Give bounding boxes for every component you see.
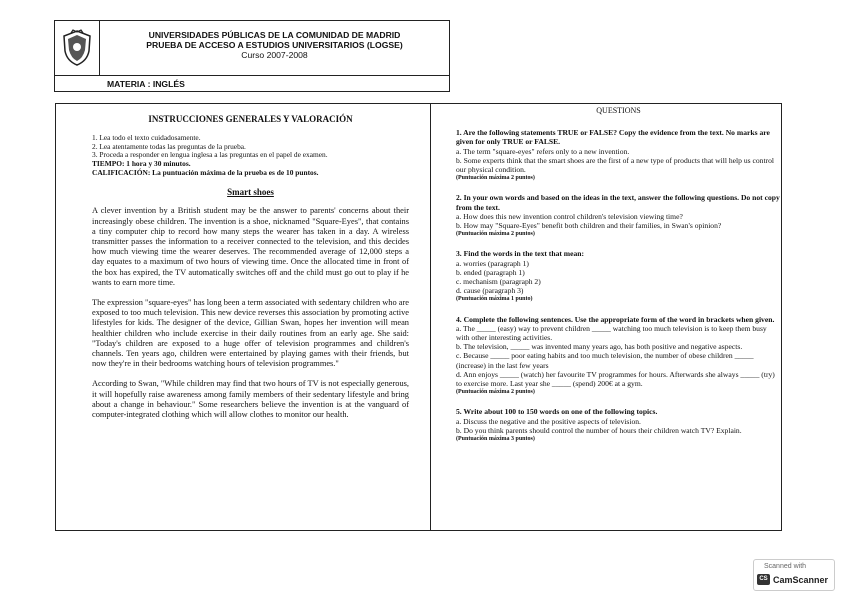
question-2 [456,193,781,239]
camscanner-brand [757,574,828,585]
question-item: b. The television, _____ was invented many years ago, has both positive and negative aspects. [456,342,743,352]
question-item: c. mechanism (paragraph 2) [456,277,541,287]
question-item: b. Some experts think that the smart shoes are the first of a new type of products that will help us control our physical condition. [456,155,775,175]
question-5 [456,407,781,444]
course-label: Curso 2007-2008 [241,50,308,60]
instruction-item: 3. Proceda a responder en lengua inglesa a las preguntas en el papel de examen. [92,150,328,160]
header-line-1: UNIVERSIDADES PÚBLICAS DE LA COMUNIDAD DE MADRID [148,30,401,40]
article-paragraph: The expression "square-eyes" has long been a term associated with sedentary children who are exposed to too much television. This new device reverses this association by promoting active lifestyles for kids. The designer of the device, Gillian Swan, hopes her invention will mean healthier children who include exercise in their daily routines from an early age. She said: "Today's children are exposed to a huge offer of television programmes and children's channels. Ten years ago, children were entertained by playing games with their friends, but now they're in their bedrooms watching hours of television programmes." [92,298,409,369]
question-item: b. Do you think parents should control the number of hours their children watch TV? Explain. [456,425,742,435]
camscanner-logo-icon: CS [757,574,770,585]
score-note: (Puntuación máxima 2 puntos) [456,175,535,182]
question-heading: 4. Complete the following sentences. Use the appropriate form of the word in brackets when given. [456,314,775,324]
question-item: a. The term "square-eyes" refers only to a new invention. [456,146,630,156]
question-item: b. How may "Square-Eyes" benefit both children and their families, in Swan's opinion? [456,221,722,231]
question-4 [456,315,781,398]
question-heading: 2. In your own words and based on the ideas in the text, answer the following questions. Do not copy from the text. [456,193,780,212]
question-item: a. The _____ (easy) way to prevent children _____ watching too much television is to keep them busy with other interesting activities. [456,323,767,343]
instructions-list [92,134,409,177]
question-item: a. worries (paragraph 1) [456,258,529,268]
question-1 [456,128,781,183]
question-item: a. Discuss the negative and the positive aspects of television. [456,416,641,426]
camscanner-badge [753,559,835,591]
header-divider [55,75,449,76]
article-paragraph: A clever invention by a British student may be the answer to parents' concerns about their increasingly obese children. The invention is a shoe, nicknamed "Square-Eyes", that contains a tiny computer chip to record how many steps the wearer has taken in a day. A wireless transmitter passes the information to a receiver connected to the television, and this decides how much viewing time the wearer deserves. The recommended average of 12,000 steps a day equates to a maximum of two hours of viewing time. Once the allocated time in front of the box has expired, the TV automatically switches off and the child must go out to play if he wants to earn more time. [92,206,409,287]
exam-header [54,20,450,92]
question-heading: 1. Are the following statements TRUE or FALSE? Copy the evidence from the text. No marks are given for only TRUE or FALSE. [456,128,770,147]
score-note: (Puntuación máxima 1 punto) [456,296,533,303]
question-item: a. How does this new invention control children's television viewing time? [456,211,683,221]
questions-title: QUESTIONS [596,106,641,115]
questions-column [456,106,781,454]
question-heading: 3. Find the words in the text that mean: [456,249,585,259]
university-seal-icon [55,21,100,75]
score-note: (Puntuación máxima 3 puntos) [456,436,535,443]
question-item: b. ended (paragraph 1) [456,267,525,277]
instructions-column [92,114,409,430]
question-3 [456,249,781,304]
instruction-item: 1. Lea todo el texto cuidadosamente. [92,133,201,143]
column-divider [430,104,431,530]
exam-body [55,103,782,531]
question-item: d. Ann enjoys _____ (watch) her favourite TV programmes for hours. Afterwards she always _____ (try) to exercise more. Last year she _____ (spend) 200€ at a gym. [456,369,775,389]
instruction-item: TIEMPO: 1 hora y 30 minutos. [92,158,191,168]
question-item: d. cause (paragraph 3) [456,286,524,296]
article-paragraph: According to Swan, "While children may find that two hours of TV is not especially generous, it will hopefully raise awareness among family members of their sedentary lifestyle and bring about a change in behaviour." Some researchers believe the invention is at the vanguard of computer-integrated clothing which will allow clothes to monitor our health. [92,379,409,420]
instructions-title: INSTRUCCIONES GENERALES Y VALORACIÓN [148,114,353,124]
materia-label: MATERIA : INGLÉS [107,79,185,89]
scanned-with-label: Scanned with [764,563,807,570]
header-line-2: PRUEBA DE ACCESO A ESTUDIOS UNIVERSITARIOS (LOGSE) [146,40,403,50]
score-note: (Puntuación máxima 2 puntos) [456,231,535,238]
camscanner-label: CamScanner [773,574,829,585]
score-note: (Puntuación máxima 2 puntos) [456,389,535,396]
instruction-item: CALIFICACIÓN: La puntuación máxima de la prueba es de 10 puntos. [92,167,319,177]
question-item: c. Because _____ poor eating habits and too much television, the number of obese children _____ (increase) in the last few years [456,351,754,370]
instruction-item: 2. Lea atentamente todas las preguntas de la prueba. [92,141,246,151]
article-title: Smart shoes [227,187,274,198]
question-heading: 5. Write about 100 to 150 words on one of the following topics. [456,407,658,417]
